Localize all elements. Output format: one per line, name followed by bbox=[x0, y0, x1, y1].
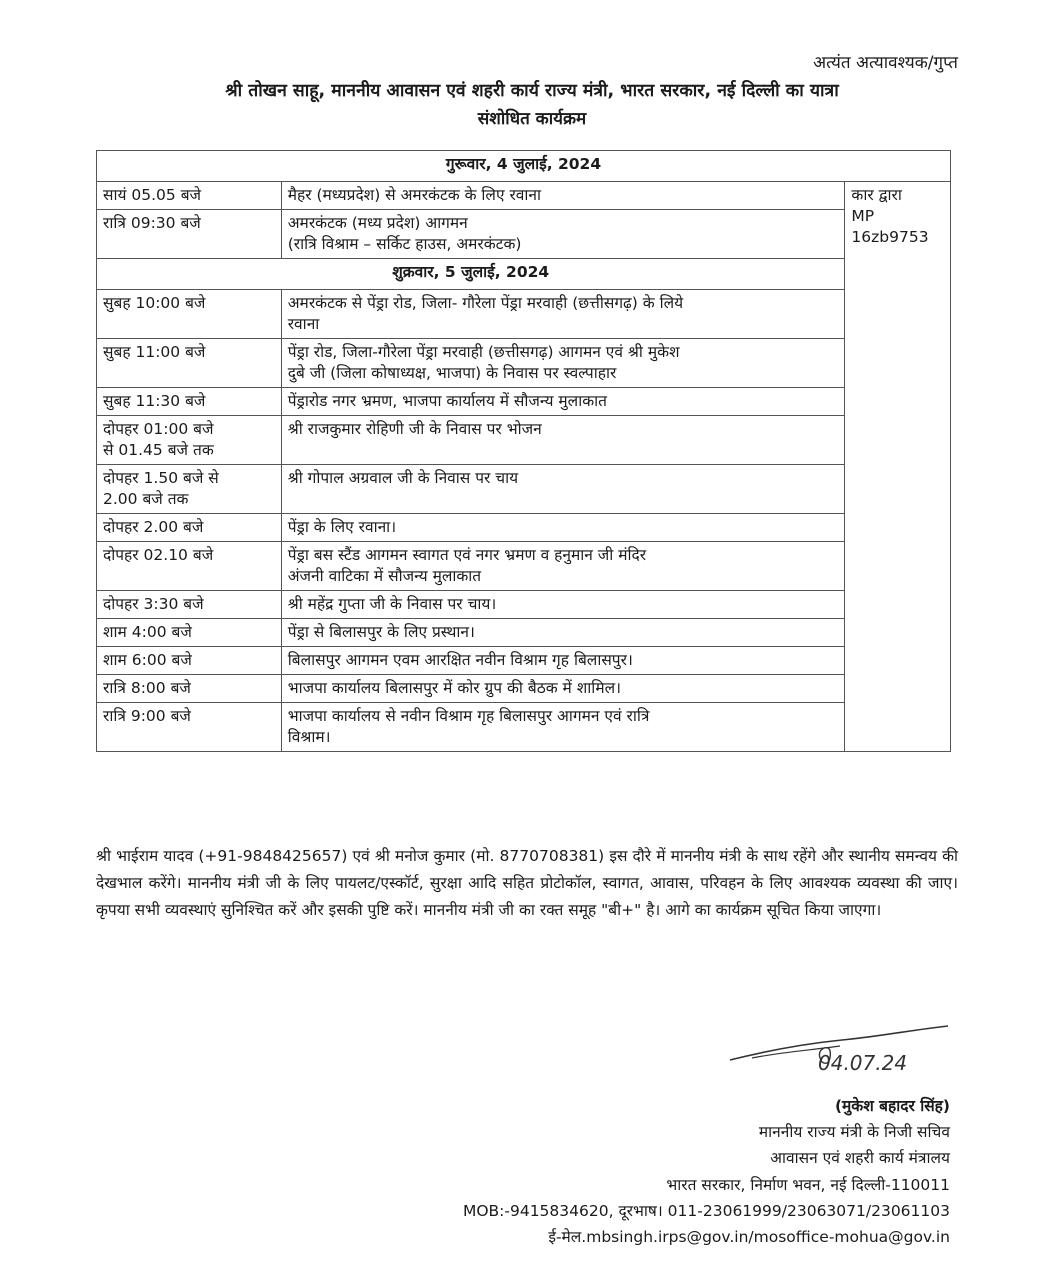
event-line: दुबे जी (जिला कोषाध्यक्ष, भाजपा) के निवास पर स्वल्पाहार bbox=[287, 364, 617, 382]
day-heading-row bbox=[97, 259, 951, 290]
schedule-time bbox=[97, 619, 282, 647]
signatory-address: भारत सरकार, निर्माण भवन, नई दिल्ली-110011 bbox=[666, 1176, 950, 1194]
schedule-event bbox=[281, 591, 845, 619]
schedule-time bbox=[97, 339, 282, 388]
time-line: सुबह 11:00 बजे bbox=[103, 343, 206, 361]
event-line: श्री गोपाल अग्रवाल जी के निवास पर चाय bbox=[287, 469, 519, 487]
schedule-row bbox=[97, 339, 951, 388]
time-line: सुबह 11:30 बजे bbox=[103, 392, 206, 410]
schedule-event bbox=[281, 514, 845, 542]
time-line: 2.00 बजे तक bbox=[103, 490, 189, 508]
time-line: सुबह 10:00 बजे bbox=[103, 294, 206, 312]
time-line: रात्रि 09:30 बजे bbox=[103, 214, 201, 232]
event-line: विश्राम। bbox=[287, 728, 331, 746]
time-line: रात्रि 8:00 बजे bbox=[103, 679, 191, 697]
schedule-event bbox=[281, 647, 845, 675]
schedule-event bbox=[281, 210, 845, 259]
event-line: भाजपा कार्यालय बिलासपुर में कोर ग्रुप की बैठक में शामिल। bbox=[287, 679, 621, 697]
schedule-event bbox=[281, 290, 845, 339]
itinerary-table bbox=[96, 150, 951, 752]
vehicle-details bbox=[845, 182, 951, 752]
schedule-row bbox=[97, 290, 951, 339]
schedule-event bbox=[281, 339, 845, 388]
schedule-event bbox=[281, 388, 845, 416]
schedule-row bbox=[97, 416, 951, 465]
event-line: पेंड्रा से बिलासपुर के लिए प्रस्थान। bbox=[287, 623, 475, 641]
schedule-time bbox=[97, 591, 282, 619]
event-line: अंजनी वाटिका में सौजन्य मुलाकात bbox=[287, 567, 482, 585]
schedule-row bbox=[97, 465, 951, 514]
schedule-event bbox=[281, 675, 845, 703]
time-line: से 01.45 बजे तक bbox=[103, 441, 214, 459]
event-line: मैहर (मध्यप्रदेश) से अमरकंटक के लिए रवाना bbox=[287, 186, 542, 204]
svg-text:04.07.24: 04.07.24 bbox=[818, 1051, 908, 1075]
schedule-time bbox=[97, 542, 282, 591]
signatory-email: ई-मेल.mbsingh.irps@gov.in/mosoffice-mohua@gov.in bbox=[548, 1228, 950, 1246]
event-line: पेंड्रा रोड, जिला-गौरेला पेंड्रा मरवाही (छत्तीसगढ़) आगमन एवं श्री मुकेश bbox=[287, 343, 680, 361]
event-line: श्री महेंद्र गुप्ता जी के निवास पर चाय। bbox=[287, 595, 497, 613]
vehicle-line: MP bbox=[851, 207, 875, 225]
schedule-event bbox=[281, 465, 845, 514]
document-subtitle: संशोधित कार्यक्रम bbox=[477, 109, 587, 129]
event-line: (रात्रि विश्राम – सर्किट हाउस, अमरकंटक) bbox=[287, 235, 522, 253]
schedule-row bbox=[97, 619, 951, 647]
event-line: श्री राजकुमार रोहिणी जी के निवास पर भोजन bbox=[287, 420, 542, 438]
instructions-note: श्री भाईराम यादव (+91-9848425657) एवं श्री मनोज कुमार (मो. 8770708381) इस दौरे में माननीय मंत्री के साथ रहेंगे और स्थानीय समन्वय की देखभाल करेंगे। माननीय मंत्री जी के लिए पायलट/एस्कॉर्ट, सुरक्षा आदि सहित प्रोटोकॉल, स्वागत, आवास, परिवहन के लिए आवश्यक व्यवस्था की जाए। कृपया सभी व्यवस्थाएं सुनिश्चित करें और इसकी पुष्टि करें। माननीय मंत्री जी का रक्त समूह "बी+" है। आगे का कार्यक्रम सूचित किया जाएगा। bbox=[96, 847, 958, 919]
time-line: दोपहर 1.50 बजे से bbox=[103, 469, 219, 487]
time-line: शाम 6:00 बजे bbox=[103, 651, 192, 669]
handwritten-signature bbox=[722, 1022, 952, 1082]
classification-label: अत्यंत अत्यावश्यक/गुप्त bbox=[813, 53, 958, 73]
schedule-row bbox=[97, 210, 951, 259]
schedule-row bbox=[97, 182, 951, 210]
signatory-name: (मुकेश बहादर सिंह) bbox=[834, 1097, 950, 1115]
event-line: पेंड्रा के लिए रवाना। bbox=[287, 518, 397, 536]
event-line: भाजपा कार्यालय से नवीन विश्राम गृह बिलासपुर आगमन एवं रात्रि bbox=[287, 707, 650, 725]
time-line: सायं 05.05 बजे bbox=[103, 186, 202, 204]
schedule-event bbox=[281, 182, 845, 210]
time-line: दोपहर 2.00 बजे bbox=[103, 518, 204, 536]
vehicle-line: कार द्वारा bbox=[851, 186, 902, 204]
schedule-time bbox=[97, 703, 282, 752]
day-heading: शुक्रवार, 5 जुलाई, 2024 bbox=[97, 259, 845, 290]
schedule-row bbox=[97, 388, 951, 416]
day-heading-row bbox=[97, 151, 951, 182]
schedule-row bbox=[97, 703, 951, 752]
schedule-time bbox=[97, 675, 282, 703]
schedule-row bbox=[97, 675, 951, 703]
event-line: अमरकंटक (मध्य प्रदेश) आगमन bbox=[287, 214, 468, 232]
signatory-designation: माननीय राज्य मंत्री के निजी सचिव bbox=[758, 1123, 950, 1141]
time-line: रात्रि 9:00 बजे bbox=[103, 707, 191, 725]
schedule-event bbox=[281, 703, 845, 752]
event-line: बिलासपुर आगमन एवम आरक्षित नवीन विश्राम गृह बिलासपुर। bbox=[287, 651, 633, 669]
schedule-time bbox=[97, 182, 282, 210]
schedule-event bbox=[281, 542, 845, 591]
time-line: शाम 4:00 बजे bbox=[103, 623, 192, 641]
schedule-time bbox=[97, 514, 282, 542]
schedule-time bbox=[97, 465, 282, 514]
signatory-ministry: आवासन एवं शहरी कार्य मंत्रालय bbox=[770, 1149, 950, 1167]
schedule-row bbox=[97, 591, 951, 619]
day-heading: गुरूवार, 4 जुलाई, 2024 bbox=[97, 151, 951, 182]
schedule-time bbox=[97, 210, 282, 259]
vehicle-line: 16zb9753 bbox=[851, 228, 929, 246]
schedule-time bbox=[97, 647, 282, 675]
event-line: पेंड्रा बस स्टैंड आगमन स्वागत एवं नगर भ्रमण व हनुमान जी मंदिर bbox=[287, 546, 647, 564]
schedule-time bbox=[97, 388, 282, 416]
time-line: दोपहर 3:30 बजे bbox=[103, 595, 204, 613]
signatory-phone: MOB:-9415834620, दूरभाष। 011-23061999/23063071/23061103 bbox=[462, 1202, 950, 1220]
schedule-row bbox=[97, 647, 951, 675]
event-line: अमरकंटक से पेंड्रा रोड, जिला- गौरेला पेंड्रा मरवाही (छत्तीसगढ़) के लिये bbox=[287, 294, 684, 312]
time-line: दोपहर 01:00 बजे bbox=[103, 420, 214, 438]
event-line: पेंड्रारोड नगर भ्रमण, भाजपा कार्यालय में सौजन्य मुलाकात bbox=[287, 392, 607, 410]
schedule-time bbox=[97, 416, 282, 465]
schedule-time bbox=[97, 290, 282, 339]
schedule-event bbox=[281, 619, 845, 647]
event-line: रवाना bbox=[287, 315, 320, 333]
document-title: श्री तोखन साहू, माननीय आवासन एवं शहरी कार्य राज्य मंत्री, भारत सरकार, नई दिल्ली का यात्रा bbox=[225, 81, 839, 101]
schedule-row bbox=[97, 514, 951, 542]
time-line: दोपहर 02.10 बजे bbox=[103, 546, 214, 564]
schedule-event bbox=[281, 416, 845, 465]
schedule-row bbox=[97, 542, 951, 591]
